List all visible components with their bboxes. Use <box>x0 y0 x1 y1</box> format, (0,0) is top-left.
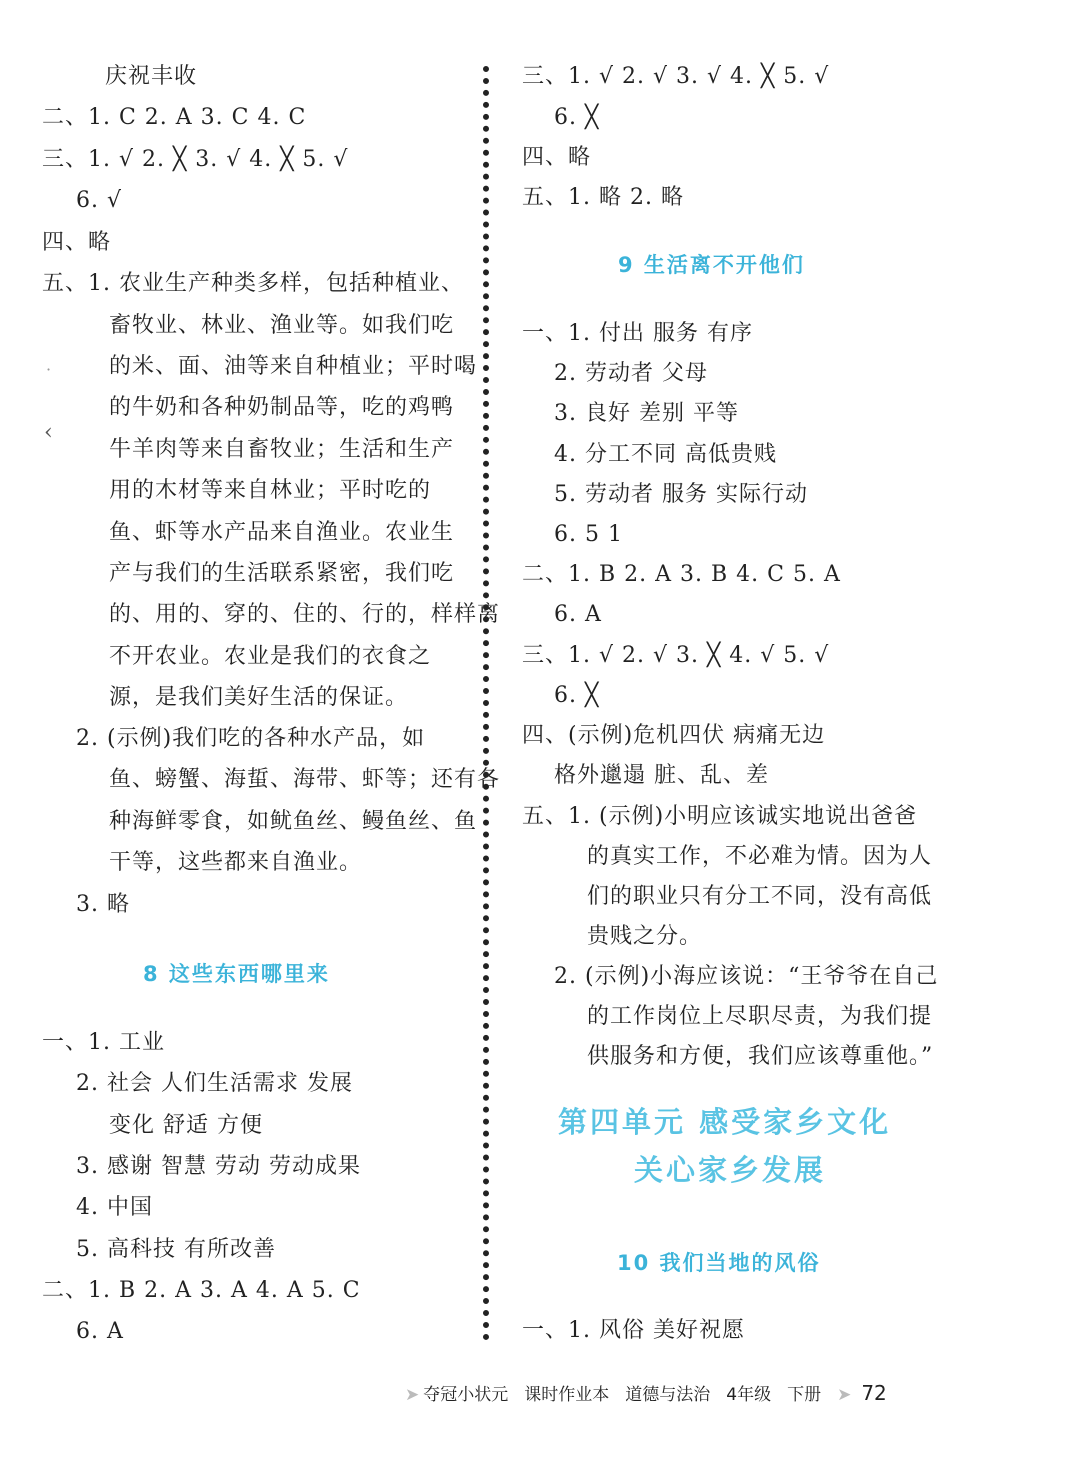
answer-line: 3. 良好 差别 平等 <box>554 401 739 426</box>
footer-volume: 下册 <box>787 1385 822 1405</box>
answer-line: 五、1. 农业生产种类多样，包括种植业、 <box>42 271 464 296</box>
answer-line: 的工作岗位上尽职尽责，为我们提 <box>587 1004 933 1029</box>
answer-line: 4. 中国 <box>76 1195 153 1220</box>
answer-line: 一、1. 付出 服务 有序 <box>522 321 753 346</box>
answer-line: 干等，这些都来自渔业。 <box>109 850 363 875</box>
answer-line: 6. √ <box>76 188 123 213</box>
answer-line: 畜牧业、林业、渔业等。如我们吃 <box>109 313 455 338</box>
section-title: 8 这些东西哪里来 <box>143 962 330 986</box>
scan-mark: ‹ <box>44 420 53 445</box>
answer-line: 5. 高科技 有所改善 <box>76 1237 276 1262</box>
answer-line: 源，是我们美好生活的保证。 <box>109 685 409 710</box>
answer-line: 三、1. √ 2. √ 3. √ 4. ╳ 5. √ <box>522 64 830 89</box>
answer-line: 2. (示例)我们吃的各种水产品，如 <box>76 726 426 751</box>
footer-subject: 道德与法治 <box>625 1385 711 1405</box>
unit-title-line2: 关心家乡发展 <box>634 1153 827 1187</box>
answer-line: 3. 感谢 智慧 劳动 劳动成果 <box>76 1154 361 1179</box>
answer-line: 的、用的、穿的、住的、行的，样样离 <box>109 602 501 627</box>
answer-line: 2. 劳动者 父母 <box>554 361 708 386</box>
answer-line: 一、1. 工业 <box>42 1030 165 1055</box>
scan-mark: · <box>46 360 52 379</box>
answer-line: 一、1. 风俗 美好祝愿 <box>522 1318 745 1343</box>
answer-line: 二、1. B 2. A 3. A 4. A 5. C <box>42 1278 361 1303</box>
answer-line: 用的木材等来自林业；平时吃的 <box>109 478 432 503</box>
answer-line: 6. ╳ <box>554 683 600 708</box>
section-title: 9 生活离不开他们 <box>618 253 805 277</box>
answer-line: 的真实工作，不必难为情。因为人 <box>587 844 933 869</box>
answer-line: 2. (示例)小海应该说：“王爷爷在自己 <box>554 964 939 989</box>
answer-line: 变化 舒适 方便 <box>109 1113 263 1138</box>
answer-line: 种海鲜零食，如鱿鱼丝、鳗鱼丝、鱼 <box>109 809 478 834</box>
answer-line: 的米、面、油等来自种植业；平时喝 <box>109 354 478 379</box>
page-number: 72 <box>861 1381 887 1405</box>
answer-line: 五、1. (示例)小明应该诚实地说出爸爸 <box>522 804 918 829</box>
answer-line: 三、1. √ 2. √ 3. ╳ 4. √ 5. √ <box>522 643 830 668</box>
footer-grade: 4年级 <box>726 1385 772 1405</box>
footer-arrow-icon: ➤ <box>405 1385 420 1405</box>
answer-line: 五、1. 略 2. 略 <box>522 185 684 210</box>
answer-line: 5. 劳动者 服务 实际行动 <box>554 482 808 507</box>
footer-brand: 夺冠小状元 <box>423 1385 509 1405</box>
answer-line: 3. 略 <box>76 892 130 917</box>
answer-line: 的牛奶和各种奶制品等，吃的鸡鸭 <box>109 395 455 420</box>
answer-line: 6. 5 1 <box>554 522 623 547</box>
answer-line: 6. ╳ <box>554 105 600 130</box>
unit-title-line1: 第四单元 感受家乡文化 <box>558 1105 892 1139</box>
section-title: 10 我们当地的风俗 <box>617 1251 821 1275</box>
answer-line: 四、略 <box>42 230 112 255</box>
answer-line: 四、(示例)危机四伏 病痛无边 <box>522 723 826 748</box>
answer-line: 牛羊肉等来自畜牧业；生活和生产 <box>109 437 455 462</box>
answer-line: 2. 社会 人们生活需求 发展 <box>76 1071 353 1096</box>
answer-line: 不开农业。农业是我们的衣食之 <box>109 644 432 669</box>
answer-line: 4. 分工不同 高低贵贱 <box>554 442 777 467</box>
answer-line: 供服务和方便，我们应该尊重他。” <box>587 1044 934 1069</box>
answer-line: 二、1. C 2. A 3. C 4. C <box>42 105 307 130</box>
footer-arrow-icon: ➤ <box>837 1385 852 1405</box>
answer-line: 鱼、虾等水产品来自渔业。农业生 <box>109 520 455 545</box>
answer-line: 庆祝丰收 <box>105 64 198 89</box>
column-divider <box>483 66 489 1341</box>
answer-line: 格外邋遢 脏、乱、差 <box>554 763 769 788</box>
answer-line: 二、1. B 2. A 3. B 4. C 5. A <box>522 562 841 587</box>
answer-line: 贵贱之分。 <box>587 924 703 949</box>
page-footer <box>405 1378 903 1408</box>
answer-line: 们的职业只有分工不同，没有高低 <box>587 884 933 909</box>
answer-line: 四、略 <box>522 145 592 170</box>
answer-line: 鱼、螃蟹、海蜇、海带、虾等；还有各 <box>109 767 501 792</box>
answer-line: 产与我们的生活联系紧密，我们吃 <box>109 561 455 586</box>
answer-line: 三、1. √ 2. ╳ 3. √ 4. ╳ 5. √ <box>42 147 349 172</box>
answer-line: 6. A <box>554 602 602 627</box>
answer-line: 6. A <box>76 1319 124 1344</box>
footer-book: 课时作业本 <box>524 1385 610 1405</box>
